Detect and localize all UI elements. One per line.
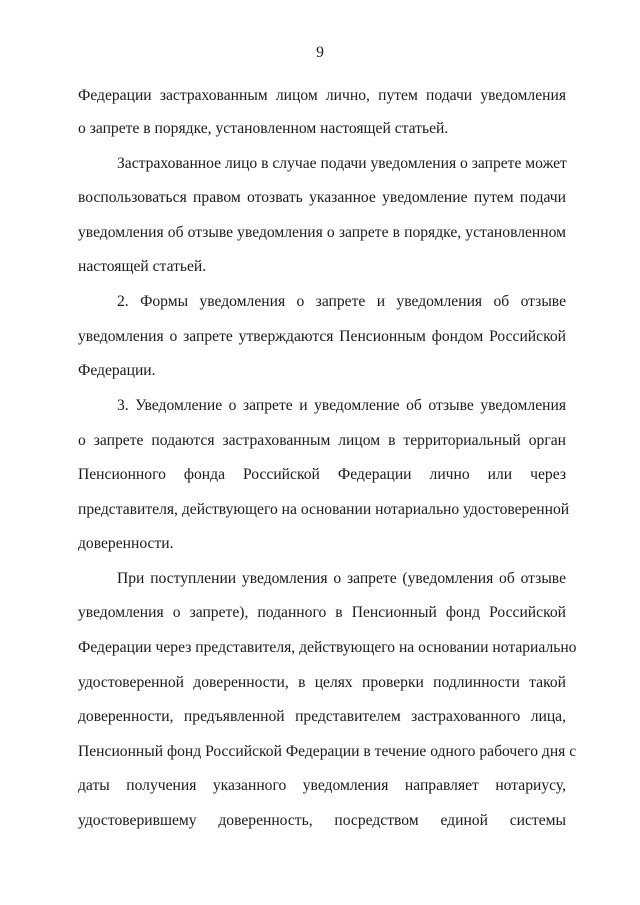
- text-line: удостоверившему доверенность, посредством единой системы: [78, 812, 566, 829]
- text-line: Федерации застрахованным лицом лично, путем подачи уведомления: [78, 87, 566, 104]
- page-number: 9: [316, 44, 324, 61]
- text-line: о запрете в порядке, установленном настоящей статьей.: [78, 120, 449, 137]
- text-line: Пенсионного фонда Российской Федерации лично или через: [78, 466, 566, 483]
- text-line: представителя, действующего на основании нотариально удостоверенной: [78, 501, 570, 518]
- text-line: уведомления о запрете), поданного в Пенсионный фонд Российской: [78, 604, 566, 621]
- text-line: При поступлении уведомления о запрете (уведомления об отзыве: [117, 570, 566, 587]
- text-line: воспользоваться правом отозвать указанное уведомление путем подачи: [78, 189, 566, 206]
- text-line: Федерации через представителя, действующего на основании нотариально: [78, 639, 577, 656]
- text-line: 3. Уведомление о запрете и уведомление об отзыве уведомления: [117, 397, 566, 414]
- text-line: доверенности.: [78, 535, 174, 552]
- text-line: удостоверенной доверенности, в целях проверки подлинности такой: [78, 674, 566, 691]
- text-line: уведомления об отзыве уведомления о запрете в порядке, установленном: [78, 224, 566, 241]
- text-line: Застрахованное лицо в случае подачи уведомления о запрете может: [117, 155, 567, 172]
- text-line: уведомления о запрете утверждаются Пенсионным фондом Российской: [78, 328, 566, 345]
- text-line: настоящей статьей.: [78, 258, 207, 275]
- text-line: Федерации.: [78, 362, 156, 379]
- text-line: Пенсионный фонд Российской Федерации в течение одного рабочего дня с: [78, 743, 577, 760]
- text-line: 2. Формы уведомления о запрете и уведомления об отзыве: [117, 293, 566, 310]
- text-line: даты получения указанного уведомления направляет нотариусу,: [78, 777, 566, 794]
- text-line: о запрете подаются застрахованным лицом в территориальный орган: [78, 432, 566, 449]
- text-line: доверенности, предъявленной представителем застрахованного лица,: [78, 708, 566, 725]
